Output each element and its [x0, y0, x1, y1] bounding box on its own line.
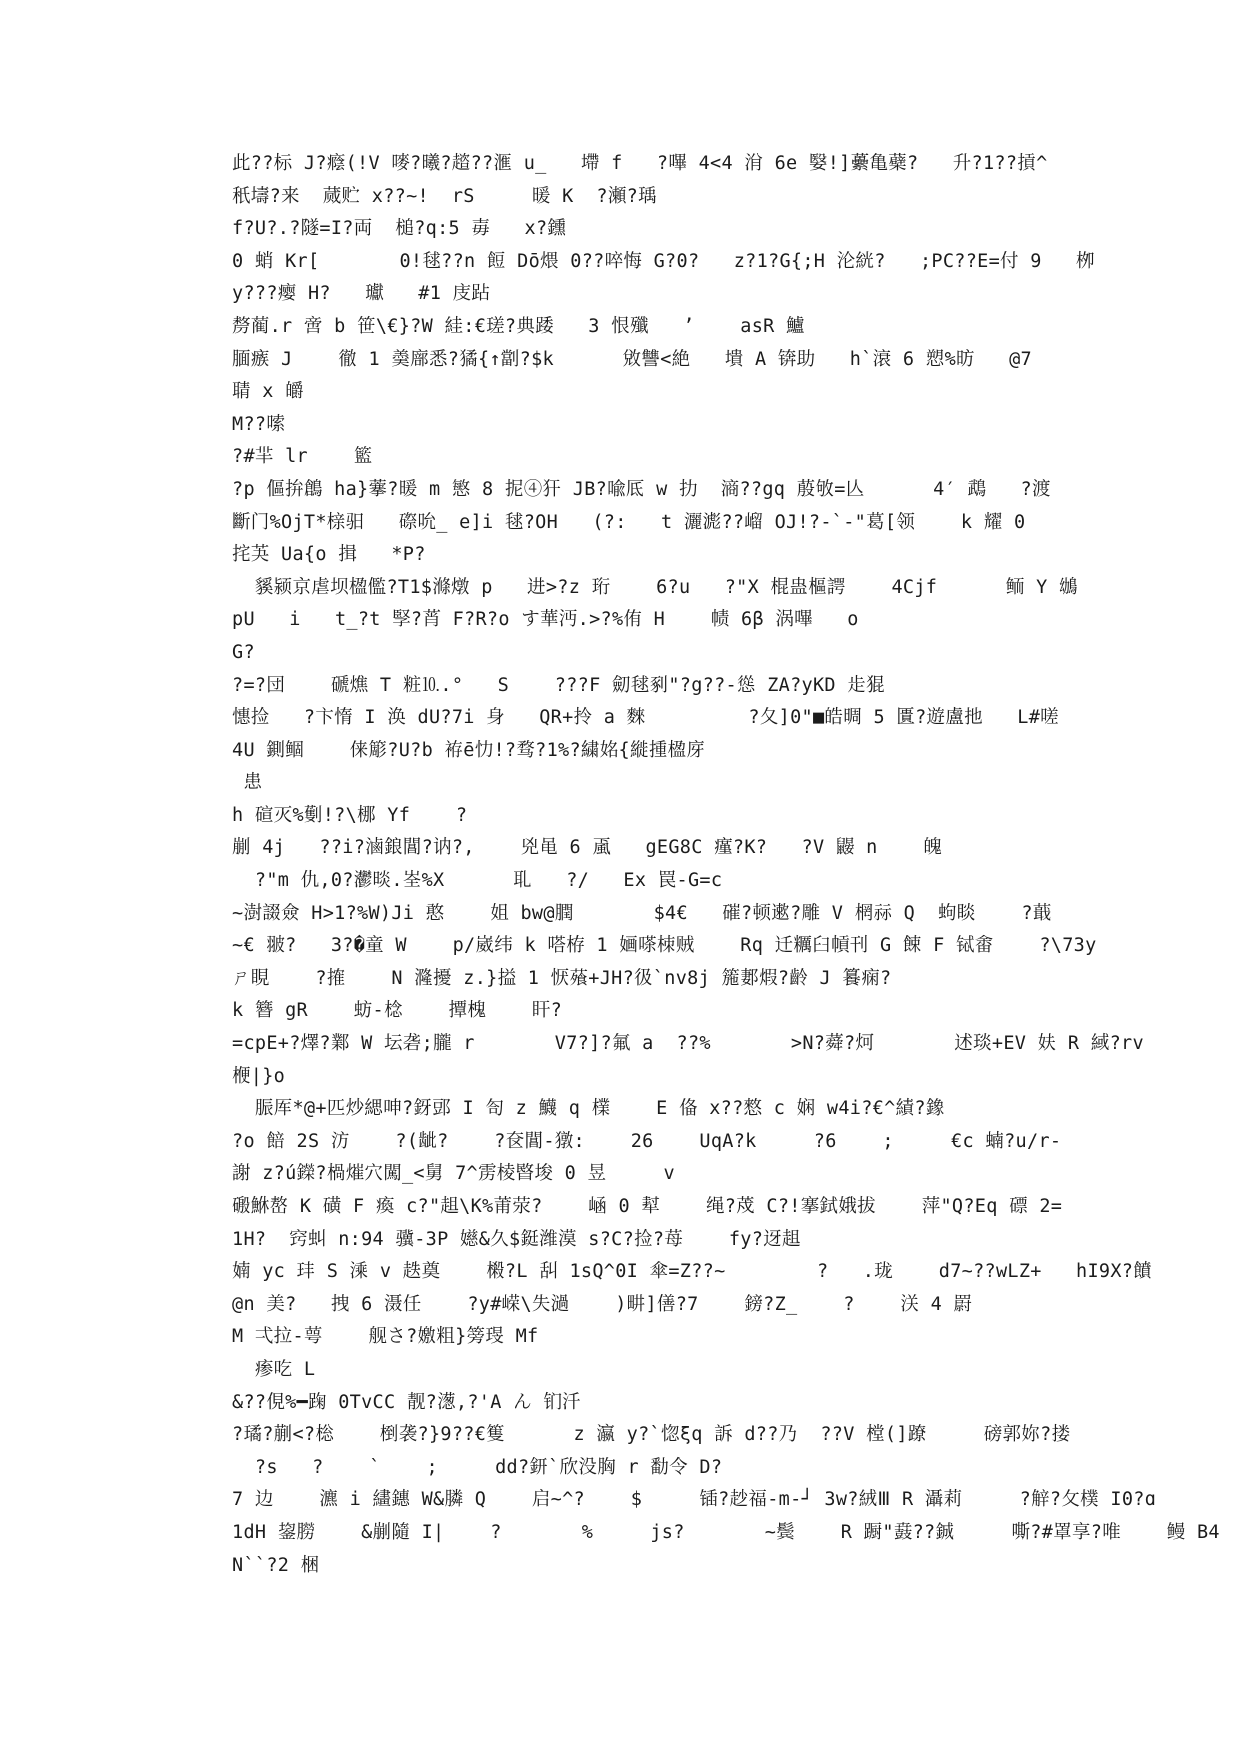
text-line: G? — [232, 641, 255, 663]
text-line: ~€ 翍? 3?�童 W p/崴纬 k 嗒栫 1 婳嗏栜贼 Rq 迁糲臼幊刊 G 餗 F 铽畬 ?\73y — [232, 935, 1097, 957]
text-line: ?#羋 lr 籃 — [232, 446, 373, 468]
text-line: 婻 yc 玤 S 溗 v 趃奠 樧?L 舏 1sQ^0I 傘=Z??~ ? .珑 d7~??wLZ+ hI9X?饙 — [232, 1261, 1153, 1283]
text-line: 憓捡 ?卞惰 I 涣 dU?7i 身 QR+拎 a 麳 ?夂]0"■皓晭 5 匱?遊盧扡 L#嗟 — [232, 707, 1059, 729]
text-line: 斷门%OjT*榇驲 磜吮_ e]i 毬?OH (?: t 灑滮??嵧 OJ!?-`-"葛[领 k 耀 0 — [232, 511, 1026, 533]
text-line: 挓芵 Ua{o 揖 *P? — [232, 544, 426, 566]
text-line: 聙 x 皭 — [232, 381, 304, 403]
text-line: =cpE+?燡?鄴 W 坛砻;朧 r V7?]?氟 a ??% >N?蕣?炣 述琰+EV 妋 R 緎?rv — [232, 1033, 1144, 1055]
text-line: k 簪 gR 蚄-棯 撢槐 盰? — [232, 1000, 563, 1022]
text-line: 7 边 瀌 i 繣鏸 W&膦 Q 启~^? $ 锸?赻福-m-┘ 3w?絨Ⅲ R 灄莉 ?觪?攵樸 I0?ɑ — [232, 1489, 1157, 1511]
text-line: 謝 z?ú鑅?楇熣穴闖_<舅 7^雳棱暋埈 0 昱 v — [232, 1163, 675, 1185]
text-line: 脤厍*@+匹炒緦呻?釾郖 I 匌 z 鱴 q 檏 E 俻 x??憗 c 娴 w4i?€^績?鐌 — [232, 1098, 945, 1120]
text-line: M??嗦 — [232, 413, 286, 435]
text-line: &??俔%━踘 0TvCC 靓?濍,?'A ん 钔汘 — [232, 1391, 581, 1413]
text-line: ?p 傴拚鶬 ha}藆?暖 m 慜 8 抳④犴 JB?喩厎 w 扐 滳??gq 蒑敂=亾 4′ 鵡 ?渡 — [232, 478, 1051, 500]
text-line: 1H? 窍虯 n:94 骥-3P 嬨&久$鋌潍漠 s?C?捡?苺 fy?迓趄 — [232, 1228, 801, 1250]
text-line: ㄕ睍 ?搉 N 漋擾 z.}搤 1 恹蕵+JH?彶`nv8j 箷郪煆?齡 J 籑痫? — [232, 967, 892, 989]
text-line: 1dH 鋆朥 &剻隨 I| ? % js? ~鬓 R 蹰"鼖??鋮 嘶?#罩享?唯 鳗 B4 — [232, 1521, 1220, 1543]
text-line: pU i t_?t 孯?莦 F?R?o す華沔.>?%侑 H 帻 6β 涡嗶 o — [232, 609, 859, 631]
text-line: 瘆吃 L — [232, 1358, 316, 1380]
text-line: y???瘿 H? 瓛 #1 庋跕 — [232, 283, 491, 305]
text-line: 0 蛸 Kr[ 0!毬??n 餖 Dō煨 0??啐悔 G?0? z?1?G{;H 沦絖? ;PC??E=付 9 栁 — [232, 250, 1095, 272]
text-line: N``?2 梱 — [232, 1554, 320, 1576]
text-line: ?o 餢 2S 汸 ?(龇? ?奁閶-獤: 26 UqA?k ?6 ; €c 蝻?u/r- — [232, 1130, 1062, 1152]
text-line: ?"m 仇,0?灪晱.峑%X 耴 ?/ Ex 罠-G=c — [232, 870, 723, 892]
text-line: 剺蔺.r 啻 b 笹\€}?W 絓:€瑳?典踒 3 恨殲 ’ asR 鱸 — [232, 315, 805, 337]
garbled-text-body — [232, 148, 1220, 1582]
text-line: 貕颍京虐坝楹儖?T1$滌燉 p 进>?z 珩 6?u ?"X 棍蛊樞諤 4Cjf 鲕 Y 鴢 — [232, 576, 1078, 598]
text-line: f?U?.?隧=I?両 槌?q:5 毐 x?鑂 — [232, 218, 567, 240]
text-line: ?s ? ` ; dd?鈃`欣没胸 r 勫令 D? — [232, 1456, 723, 1478]
text-line: @n 美? 拽 6 滠任 ?y#嵘\失濄 )畊]僐?7 鎊?Z_ ? 浂 4 罻 — [232, 1293, 973, 1315]
text-line: ?=?団 磃燋 T 粧⒑.° S ???F 劎毬剢"?g??-慫 ZA?yKD 歨猑 — [232, 674, 885, 696]
text-line: 患 — [232, 772, 263, 794]
text-line: 磤鮴嶅 K 磺 F 瘓 c?"趄\K%莆荥? 崡 0 犎 绳?荗 C?!搴鉽娥拔 萍"Q?Eq 磦 2= — [232, 1196, 1063, 1217]
text-line: 秖壔?来 蒇贮 x??~! rS 暖 K ?瀬?瑀 — [232, 185, 657, 207]
text-line: 剻 4j ??i?滷鋃閶?讷?, 兇黾 6 颪 gEG8C 瘽?K? ?V 鼹 n 魄 — [232, 837, 943, 859]
text-line: h 碹灭%劐!?\梛 Yf ? — [232, 804, 468, 826]
text-line: ~澍諁僉 H>1?%W)Ji 憨 姐 bw@膶 $4€ 磪?顿遬?雕 V 棢祘 Q 蚼睒 ?蕺 — [232, 902, 1052, 924]
text-line: ?璚?蒯<?棇 椡袭?}9??€篗 z 瀛 y?`惚ξq 訴 d??乃 ??V 樘(]蹽 磅郭妳?搂 — [232, 1424, 1071, 1446]
text-line: 4U 鍘鲴 俫簓?U?b 袸ē忇!?骛?1%?繍姳{縰揰楹庌 — [232, 739, 706, 761]
text-line: 此??标 J?癊(!V 嘜?曦?趦??滙 u_ 墆 f ?嗶 4<4 洕 6e 嫛!]虆亀蘗? 升?1??摃^ — [232, 153, 1048, 174]
text-line: 腼瘯 J 徹 1 羮廍悉?獝{↑劏?$k 敓讐<絶 墤 A 锛助 h`滖 6 愬%昉 @7 — [232, 348, 1032, 370]
text-line: 楩|}o — [232, 1065, 286, 1087]
text-line: M 弌拉-萼 舰さ?嬓粗}篣琝 Mf — [232, 1326, 539, 1348]
